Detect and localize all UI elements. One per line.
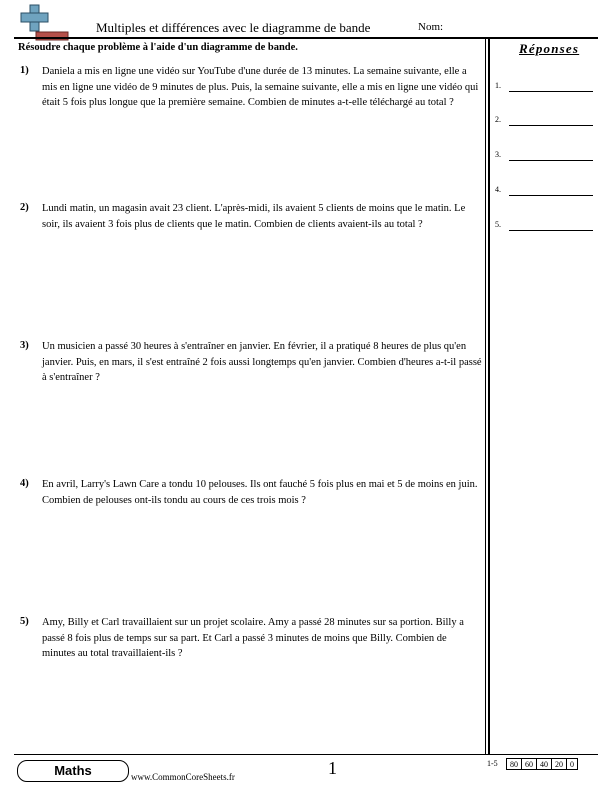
footer-divider [14, 754, 598, 755]
question-text: Amy, Billy et Carl travaillaient sur un projet scolaire. Amy a passé 28 minutes sur sa portion. Billy a passé 8 fois plus de temps sur sa part. Et Carl a passé 3 minutes de moins que Billy. Combien de minutes au total travaillaient-ils ? [42, 617, 464, 659]
score-range-label: 1-5 [487, 759, 498, 768]
score-cell: 60 [522, 759, 537, 770]
page-number: 1 [328, 758, 337, 778]
score-cell: 20 [552, 759, 567, 770]
answer-label: 2. [495, 115, 501, 124]
answer-slot[interactable] [495, 183, 595, 197]
answer-slot[interactable] [495, 148, 595, 162]
answer-slot[interactable] [495, 218, 595, 232]
question-text: En avril, Larry's Lawn Care a tondu 10 pelouses. Ils ont fauché 5 fois plus en mai et 5 de moins en juin. Combien de pelouses ont-ils tondu au cours de ces trois mois ? [42, 479, 478, 506]
subject-badge: Maths [17, 760, 129, 782]
answer-column-border [488, 37, 490, 754]
score-cell: 0 [567, 759, 578, 770]
answer-column-border [485, 37, 486, 754]
answer-label: 4. [495, 185, 501, 194]
answer-line [509, 230, 593, 231]
header-divider [14, 37, 598, 39]
score-cell: 40 [537, 759, 552, 770]
question-number: 2) [20, 202, 29, 213]
question-number: 3) [20, 340, 29, 351]
answer-slot[interactable] [495, 113, 595, 127]
answer-line [509, 125, 593, 126]
worksheet-title: Multiples et différences avec le diagramme de bande [96, 20, 371, 35]
website-link[interactable]: www.CommonCoreSheets.fr [131, 772, 235, 782]
answer-line [509, 91, 593, 92]
answer-label: 3. [495, 150, 501, 159]
answer-slot[interactable] [495, 79, 595, 93]
answer-label: 1. [495, 81, 501, 90]
answer-line [509, 160, 593, 161]
answer-line [509, 195, 593, 196]
question-number: 5) [20, 616, 29, 627]
instructions: Résoudre chaque problème à l'aide d'un diagramme de bande. [18, 42, 298, 53]
answers-heading: Réponses [519, 41, 580, 56]
question-number: 4) [20, 478, 29, 489]
question-number: 1) [20, 65, 29, 76]
question-text: Lundi matin, un magasin avait 23 client. L'après-midi, ils avaient 5 clients de moins que le matin. Le soir, ils avaient 3 fois plus de clients que le matin. Combien de clients avaient-ils au total ? [42, 203, 466, 230]
score-cell: 80 [507, 759, 522, 770]
score-table [506, 758, 578, 770]
question-text: Un musicien a passé 30 heures à s'entraîner en janvier. En février, il a pratiqué 8 heures de plus qu'en janvier. Puis, en mars, il s'est entraîné 2 fois aussi longtemps qu'en janvier. Combien d'heures a-t-il passé à s'entraîner ? [42, 341, 482, 383]
answer-label: 5. [495, 220, 501, 229]
name-label: Nom: [418, 21, 444, 33]
question-text: Daniela a mis en ligne une vidéo sur YouTube d'une durée de 13 minutes. La semaine suivante, elle a mis en ligne une vidéo de 9 minutes de plus. Puis, la semaine suivante, elle a mis en ligne une vidéo qui était 5 fois plus longue que la première semaine. Combien de minutes a-t-elle téléchargé au total ? [42, 66, 479, 108]
